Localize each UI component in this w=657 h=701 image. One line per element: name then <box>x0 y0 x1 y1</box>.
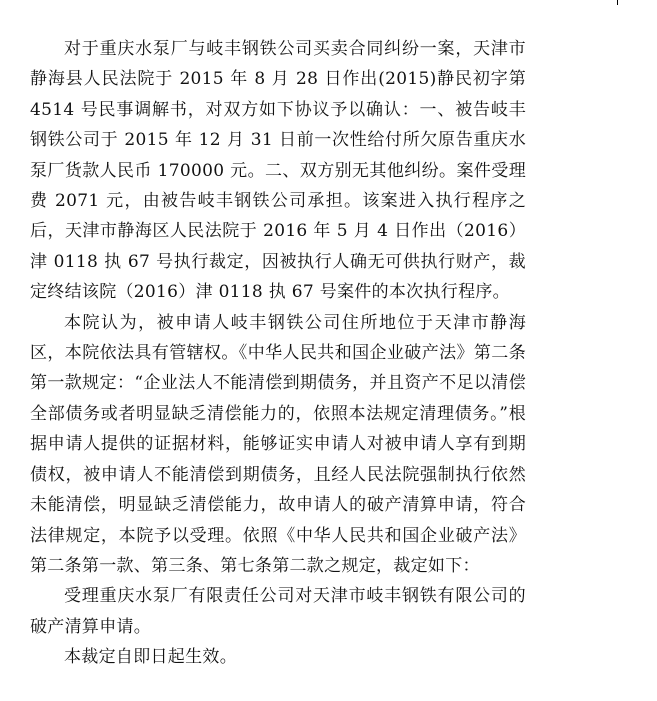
page-corner-mark <box>617 0 618 5</box>
paragraph-court-opinion: 本院认为，被申请人岐丰钢铁公司住所地位于天津市静海区，本院依法具有管辖权。《中华人民共和国企业破产法》第二条第一款规定：“企业法人不能清偿到期债务，并且资产不足以清偿全部债务或者明显缺乏清偿能力的，依照本法规定清理债务。”根据申请人提供的证据材料，能够证实申请人对被申请人享有到期债权，被申请人不能清偿到期债务，且经人民法院强制执行依然未能清偿，明显缺乏清偿能力，故申请人的破产清算申请，符合法律规定，本院予以受理。依照《中华人民共和国企业破产法》第二条第一款、第三条、第七条第二款之规定，裁定如下： <box>30 312 526 576</box>
paragraph-effective-clause: 本裁定自即日起生效。 <box>64 647 237 668</box>
paragraph-case-background: 对于重庆水泵厂与岐丰钢铁公司买卖合同纠纷一案，天津市静海县人民法院于 2015 年 8 月 28 日作出(2015)静民初字第 4514 号民事调解书，对双方如下协议予以确认：一、被告岐丰钢铁公司于 2015 年 12 月 31 日前一次性给付所欠原告重庆水泵厂货款人民币 170000 元。二、双方别无其他纠纷。案件受理费 2071 元，由被告岐丰钢铁公司承担。该案进入执行程序之后，天津市静海区人民法院于 2016 年 5 月 4 日作出（2016）津 0118 执 67 号执行裁定，因被执行人确无可供执行财产，裁定终结该院（2016）津 0118 执 67 号案件的本次执行程序。 <box>30 39 526 303</box>
paragraph-ruling: 受理重庆水泵厂有限责任公司对天津市岐丰钢铁有限公司的破产清算申请。 <box>30 586 526 637</box>
document-body <box>30 34 526 673</box>
